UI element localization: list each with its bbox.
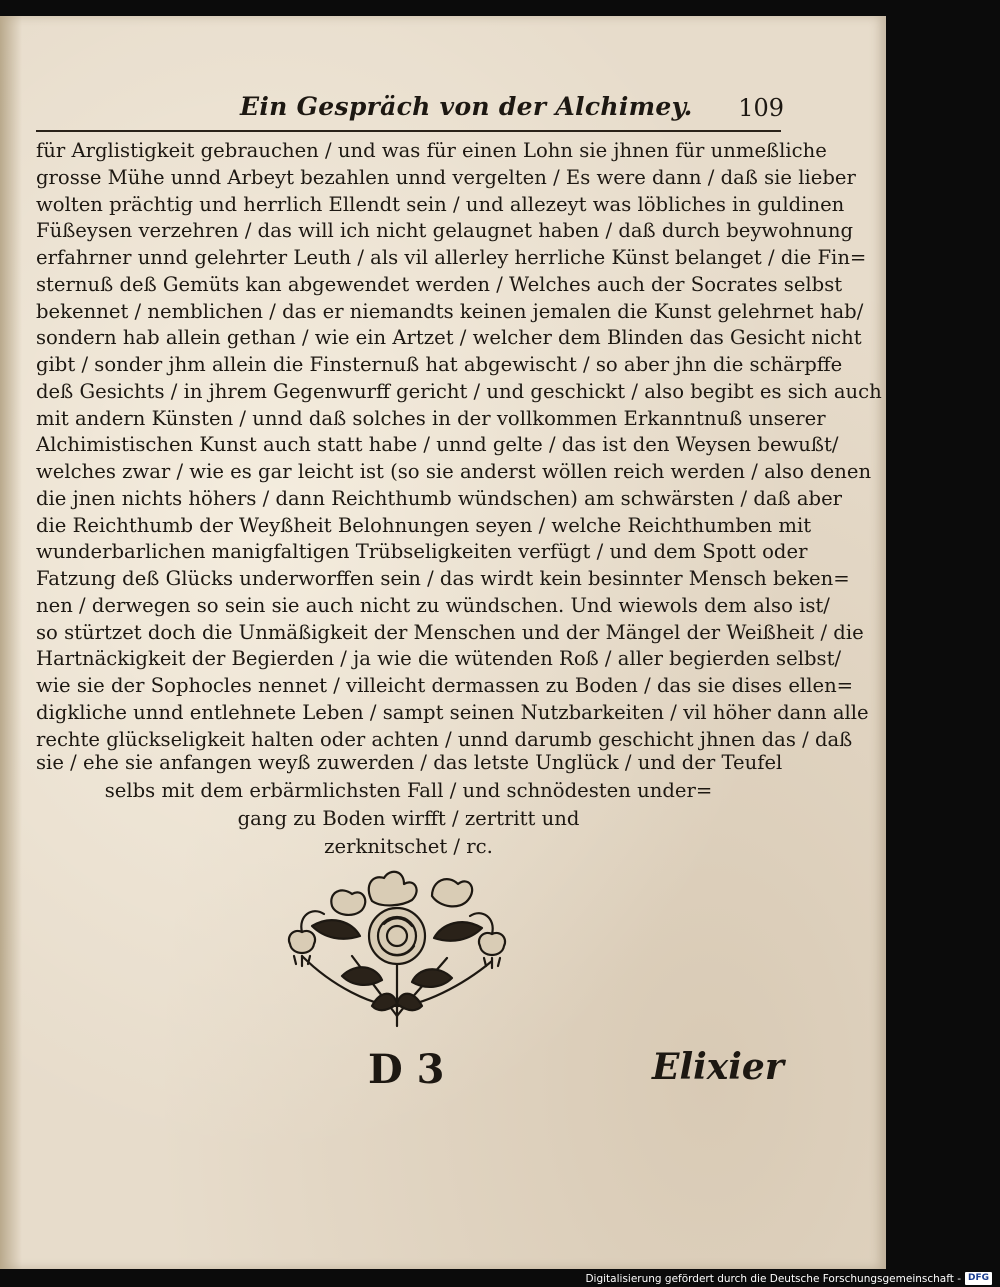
running-title: Ein Gespräch von der Alchimey. xyxy=(240,92,693,121)
footer-credit xyxy=(585,1270,992,1287)
text-line: sternuß deß Gemüts kan abgewendet werden / Welches auch der Socrates selbst xyxy=(36,272,843,296)
text-line: Alchimistischen Kunst auch statt habe / unnd gelte / das ist den Weysen bewußt/ xyxy=(36,433,839,457)
text-line: grosse Mühe unnd Arbeyt bezahlen unnd vergelten / Es were dann / daß sie lieber xyxy=(36,165,856,189)
text-line: nen / derwegen so sein sie auch nicht zu wündschen. Und wiewols dem also ist/ xyxy=(36,593,830,617)
signature-mark: D 3 xyxy=(368,1046,445,1093)
text-line: sondern hab allein gethan / wie ein Artzet / welcher dem Blinden das Gesicht nicht xyxy=(36,326,862,350)
floral-bouquet-ornament-icon xyxy=(272,866,522,1034)
text-line: mit andern Künsten / unnd daß solches in der vollkommen Erkanntnuß unserer xyxy=(36,406,826,430)
text-line: bekennet / nemblichen / das er niemandts keinen jemalen die Kunst gelehrnet hab/ xyxy=(36,299,864,323)
text-line: Füßeysen verzehren / das will ich nicht gelaugnet haben / daß durch beywohnung xyxy=(36,219,854,243)
body-text xyxy=(36,138,882,753)
taper-line: selbs mit dem erbärmlichsten Fall / und schnödesten under= xyxy=(104,779,713,802)
tapered-paragraph-end xyxy=(36,749,781,861)
text-line: Fatzung deß Glücks underworffen sein / das wirdt kein besinnter Mensch beken= xyxy=(36,567,850,590)
header-rule xyxy=(36,130,781,132)
taper-line: gang zu Boden wirfft / zertritt und xyxy=(237,807,580,830)
footer-text: Digitalisierung gefördert durch die Deutsche Forschungsgemeinschaft - xyxy=(585,1272,961,1285)
text-line: welches zwar / wie es gar leicht ist (so sie anderst wöllen reich werden / also denen xyxy=(36,460,872,483)
page-gutter xyxy=(0,16,22,1269)
taper-line: sie / ehe sie anfangen weyß zuwerden / das letste Unglück / und der Teufel xyxy=(36,751,783,774)
text-line: rechte glückseligkeit halten oder achten / unnd darumb geschicht jhnen das / daß xyxy=(36,727,853,751)
text-line: wolten prächtig und herrlich Ellendt sein / und allezeyt was löbliches in guldinen xyxy=(36,192,845,216)
text-line: für Arglistigkeit gebrauchen / und was für einen Lohn sie jhnen für unmeßliche xyxy=(36,139,827,162)
text-line: deß Gesichts / in jhrem Gegenwurff gericht / und geschickt / also begibt es sich auch xyxy=(36,379,882,403)
text-line: digkliche unnd entlehnete Leben / sampt seinen Nutzbarkeiten / vil höher dann alle xyxy=(36,700,869,724)
text-line: so stürtzet doch die Unmäßigkeit der Menschen und der Mängel der Weißheit / die xyxy=(36,620,864,644)
text-line: Hartnäckigkeit der Begierden / ja wie die wütenden Roß / aller begierden selbst/ xyxy=(36,647,842,671)
dfg-logo-icon: DFG xyxy=(965,1272,992,1285)
page-number: 109 xyxy=(738,94,784,122)
text-line: gibt / sonder jhm allein die Finsternuß hat abgewischt / so aber jhn die schärpffe xyxy=(36,353,843,376)
catchword: Elixier xyxy=(652,1046,784,1088)
text-line: die jnen nichts höhers / dann Reichthumb wündschen) am schwärsten / daß aber xyxy=(36,486,843,510)
text-line: wie sie der Sophocles nennet / villeicht dermassen zu Boden / das sie dises ellen= xyxy=(36,674,854,697)
text-line: erfahrner unnd gelehrter Leuth / als vil allerley herrliche Künst belanget / die Fin= xyxy=(36,246,867,269)
page-header xyxy=(240,92,800,132)
taper-line: zerknitschet / rc. xyxy=(324,835,493,858)
text-line: wunderbarlichen manigfaltigen Trübseligkeiten verfügt / und dem Spott oder xyxy=(36,540,808,564)
text-line: die Reichthumb der Weyßheit Belohnungen seyen / welche Reichthumben mit xyxy=(36,513,812,537)
